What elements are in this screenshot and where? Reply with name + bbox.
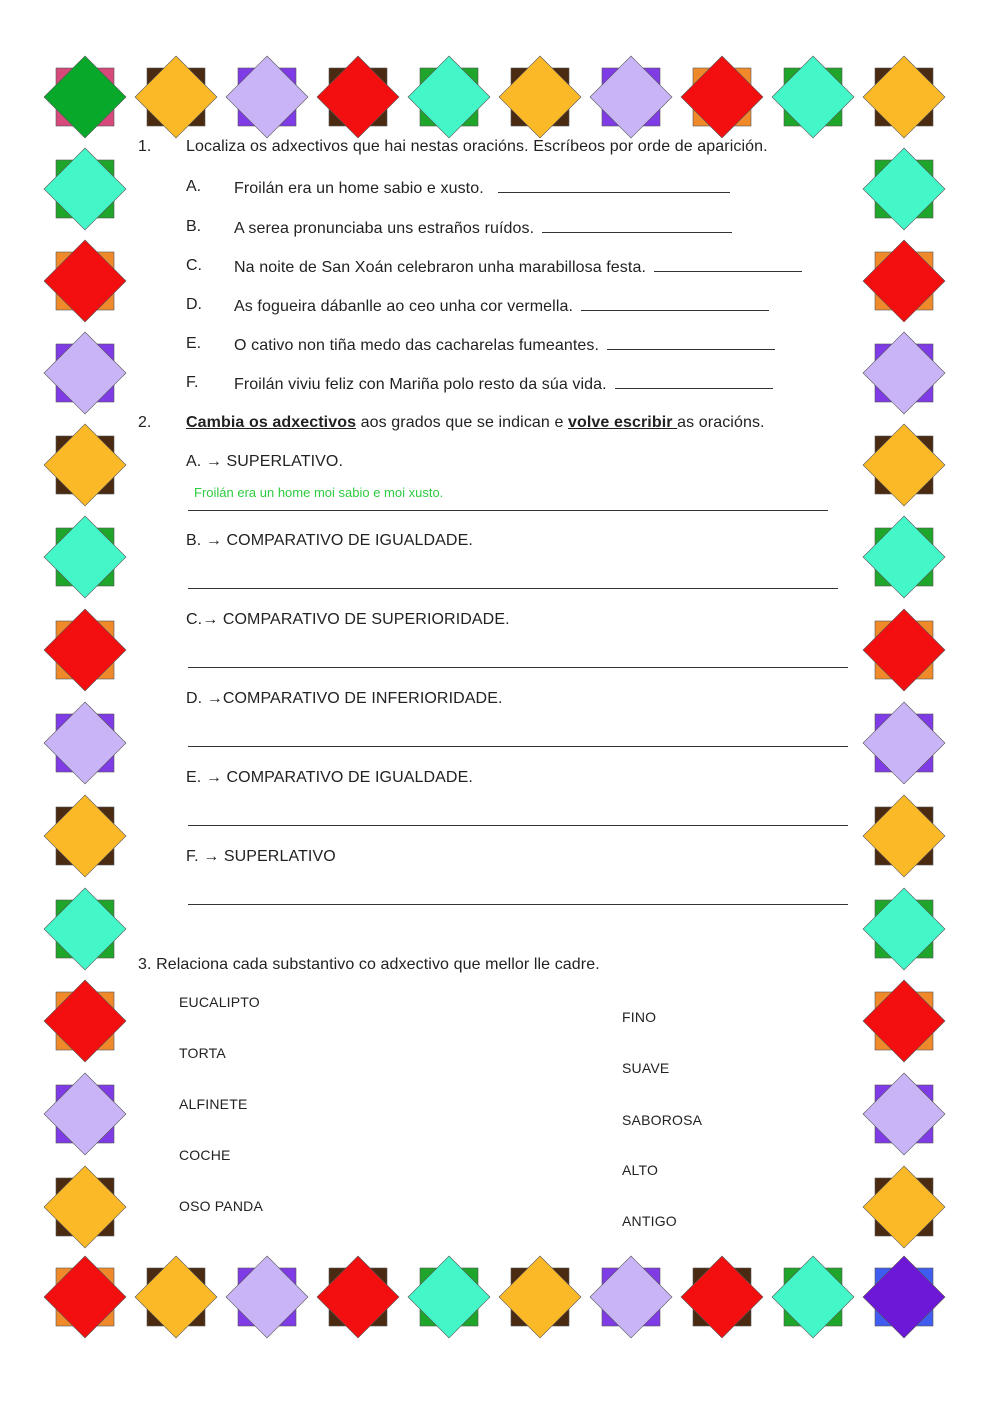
border-diamond-tile — [863, 240, 945, 322]
q2-prompt-text: as oracións. — [677, 414, 765, 431]
q3-noun[interactable]: OSO PANDA — [179, 1198, 264, 1214]
q3-noun[interactable]: ALFINETE — [179, 1096, 248, 1112]
border-diamond-tile — [863, 980, 945, 1062]
border-diamond-tile — [863, 795, 945, 877]
q1-item-letter: E. — [186, 335, 202, 352]
q2-item-e-answer-line[interactable] — [188, 825, 848, 826]
q2-item-b-label: B. → COMPARATIVO DE IGUALDADE. — [186, 532, 473, 549]
q2-item-f-answer-line[interactable] — [188, 904, 848, 905]
q3-noun[interactable]: TORTA — [179, 1045, 226, 1061]
border-diamond-tile — [135, 1256, 217, 1338]
q1-item-letter: B. — [186, 218, 202, 235]
q1-item-letter: A. — [186, 178, 202, 195]
border-diamond-tile — [590, 56, 672, 138]
q2-item-a-label: A. → SUPERLATIVO. — [186, 453, 343, 470]
q1-answer-blank[interactable] — [542, 218, 732, 233]
q2-item-b-answer-line[interactable] — [188, 588, 838, 589]
q1-prompt: Localiza os adxectivos que hai nestas oracións. Escríbeos por orde de aparición. — [186, 138, 768, 155]
border-diamond-tile — [317, 56, 399, 138]
q1-answer-blank[interactable] — [498, 178, 730, 193]
q3-adjective[interactable]: SUAVE — [622, 1060, 670, 1076]
border-diamond-tile — [226, 56, 308, 138]
border-diamond-tile — [44, 702, 126, 784]
border-diamond-tile — [44, 609, 126, 691]
border-diamond-tile — [44, 795, 126, 877]
border-diamond-tile — [863, 609, 945, 691]
q1-item-text: Froilán viviu feliz con Mariña polo resto da súa vida. — [234, 376, 607, 393]
border-diamond-tile — [44, 332, 126, 414]
border-diamond-tile — [863, 148, 945, 230]
border-diamond-tile — [44, 1073, 126, 1155]
q2-prompt-text: aos grados que se indican e — [356, 414, 569, 431]
q2-item-c-label: C.→ COMPARATIVO DE SUPERIORIDADE. — [186, 611, 510, 628]
border-diamond-tile — [590, 1256, 672, 1338]
q1-item-letter: F. — [186, 374, 199, 391]
q1-item-letter: D. — [186, 296, 202, 313]
border-diamond-tile — [863, 1073, 945, 1155]
border-diamond-tile — [44, 516, 126, 598]
q2-number: 2. — [138, 414, 152, 431]
border-diamond-tile — [226, 1256, 308, 1338]
border-diamond-tile — [317, 1256, 399, 1338]
q3-prompt: 3. Relaciona cada substantivo co adxectivo que mellor lle cadre. — [138, 956, 600, 973]
border-diamond-tile — [863, 424, 945, 506]
border-diamond-tile — [44, 888, 126, 970]
q2-prompt — [186, 414, 765, 432]
q3-adjective[interactable]: ANTIGO — [622, 1213, 677, 1229]
q2-item-d-label: D. →COMPARATIVO DE INFERIORIDADE. — [186, 690, 503, 707]
q3-adjective[interactable]: SABOROSA — [622, 1112, 703, 1128]
border-diamond-tile — [44, 56, 126, 138]
q2-item-c-answer-line[interactable] — [188, 667, 848, 668]
q2-prompt-bold: volve escribir — [568, 414, 678, 431]
q1-number: 1. — [138, 138, 152, 155]
border-diamond-tile — [44, 1166, 126, 1248]
q3-adjective[interactable]: FINO — [622, 1009, 657, 1025]
q2-item-e-label: E. → COMPARATIVO DE IGUALDADE. — [186, 769, 473, 786]
q1-item-text: Na noite de San Xoán celebraron unha marabillosa festa. — [234, 259, 646, 276]
q3-adjective[interactable]: ALTO — [622, 1162, 659, 1178]
border-diamond-tile — [135, 56, 217, 138]
q1-item-letter: C. — [186, 257, 202, 274]
q2-item-d-answer-line[interactable] — [188, 746, 848, 747]
border-diamond-tile — [863, 56, 945, 138]
border-diamond-tile — [863, 702, 945, 784]
q2-prompt-bold: Cambia os adxectivos — [186, 414, 357, 431]
border-diamond-tile — [44, 980, 126, 1062]
border-diamond-tile — [863, 332, 945, 414]
q1-item-text: As fogueira dábanlle ao ceo unha cor vermella. — [234, 298, 574, 315]
border-diamond-tile — [44, 240, 126, 322]
q2-item-f-label: F. → SUPERLATIVO — [186, 848, 336, 865]
border-diamond-tile — [44, 424, 126, 506]
border-diamond-tile — [499, 56, 581, 138]
border-diamond-tile — [772, 56, 854, 138]
q1-item-text: O cativo non tiña medo das cacharelas fumeantes. — [234, 337, 600, 354]
border-diamond-tile — [681, 56, 763, 138]
border-diamond-tile — [408, 1256, 490, 1338]
q3-noun[interactable]: EUCALIPTO — [179, 994, 260, 1010]
border-diamond-tile — [863, 1256, 945, 1338]
q2-item-a-answer-line[interactable] — [188, 510, 828, 511]
q1-item-text: A serea pronunciaba uns estraños ruídos. — [234, 220, 535, 237]
q1-answer-blank[interactable] — [581, 296, 769, 311]
border-diamond-tile — [44, 148, 126, 230]
border-diamond-tile — [863, 516, 945, 598]
border-diamond-tile — [499, 1256, 581, 1338]
q1-answer-blank[interactable] — [654, 257, 802, 272]
border-diamond-tile — [863, 1166, 945, 1248]
border-diamond-tile — [772, 1256, 854, 1338]
border-diamond-tile — [44, 1256, 126, 1338]
q1-answer-blank[interactable] — [615, 374, 773, 389]
q3-noun[interactable]: COCHE — [179, 1147, 231, 1163]
border-diamond-tile — [681, 1256, 763, 1338]
q1-item-text: Froilán era un home sabio e xusto. — [234, 180, 484, 197]
q2-item-a-answer[interactable]: Froilán era un home moi sabio e moi xusto. — [194, 485, 444, 500]
border-diamond-tile — [863, 888, 945, 970]
border-diamond-tile — [408, 56, 490, 138]
q1-answer-blank[interactable] — [607, 335, 775, 350]
